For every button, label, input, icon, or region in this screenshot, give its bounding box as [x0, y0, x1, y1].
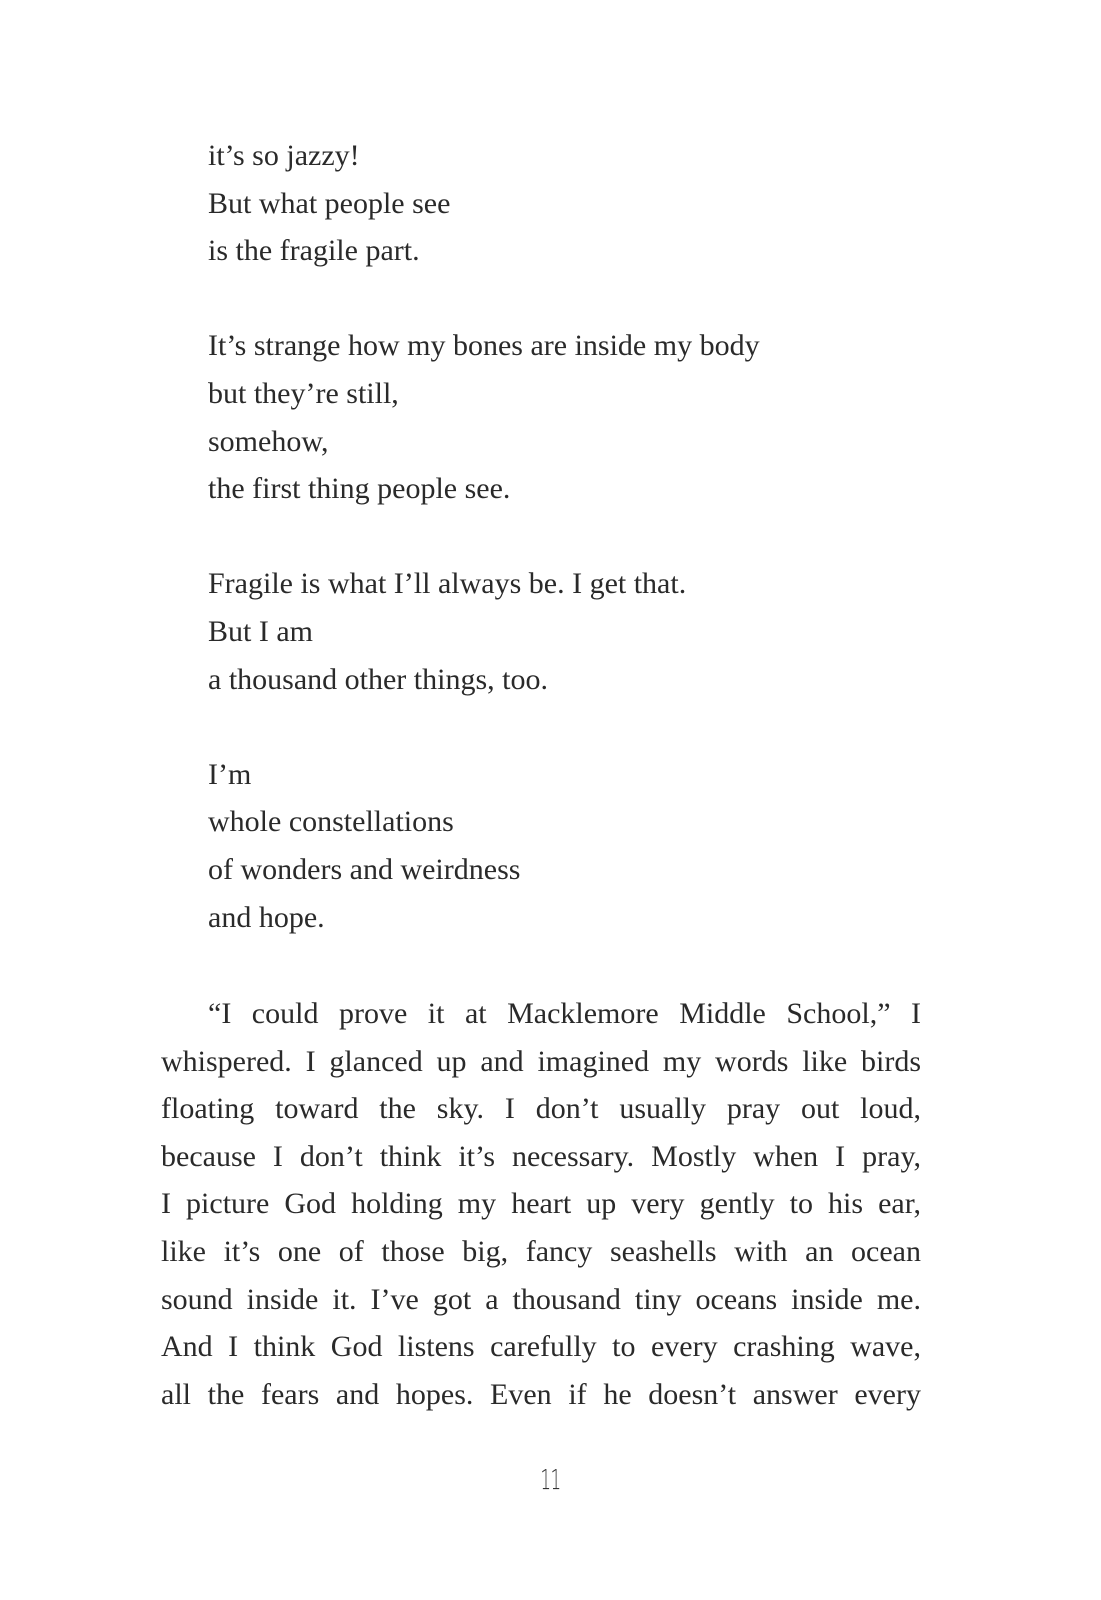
- poem-line: I’m: [208, 757, 252, 791]
- poem-line: but they’re still,: [208, 376, 399, 410]
- poem-line: Fragile is what I’ll always be. I get that.: [208, 567, 687, 601]
- prose-line: whispered. I glanced up and imagined my words like birds: [161, 1044, 921, 1078]
- poem-stanza: [208, 322, 1028, 512]
- page-number: 11: [540, 1463, 561, 1496]
- poem-line: somehow,: [208, 424, 329, 458]
- prose-line: all the fears and hopes. Even if he doesn’t answer every: [161, 1377, 921, 1411]
- prose-line: floating toward the sky. I don’t usually pray out loud,: [161, 1092, 921, 1126]
- poem: [208, 132, 1028, 989]
- prose-line: “I could prove it at Macklemore Middle School,” I: [208, 997, 921, 1030]
- prose-line: because I don’t think it’s necessary. Mostly when I pray,: [161, 1139, 921, 1173]
- poem-line: a thousand other things, too.: [208, 662, 548, 696]
- prose-line: I picture God holding my heart up very gently to his ear,: [161, 1187, 921, 1221]
- poem-line: the first thing people see.: [208, 472, 511, 506]
- poem-line: It’s strange how my bones are inside my body: [208, 329, 760, 363]
- poem-line: whole constellations: [208, 805, 454, 839]
- prose-line: like it’s one of those big, fancy seashells with an ocean: [161, 1234, 921, 1268]
- poem-line: and hope.: [208, 900, 325, 934]
- poem-line: of wonders and weirdness: [208, 852, 521, 886]
- poem-line: But what people see: [208, 186, 451, 220]
- prose-paragraph: [161, 990, 921, 1418]
- prose-line: And I think God listens carefully to every crashing wave,: [161, 1330, 921, 1364]
- poem-stanza: [208, 560, 1028, 703]
- poem-line: But I am: [208, 614, 313, 648]
- prose-line: sound inside it. I’ve got a thousand tiny oceans inside me.: [161, 1282, 921, 1316]
- poem-stanza: [208, 132, 1028, 275]
- poem-line: is the fragile part.: [208, 234, 420, 268]
- poem-line: it’s so jazzy!: [208, 139, 360, 172]
- poem-stanza: [208, 751, 1028, 941]
